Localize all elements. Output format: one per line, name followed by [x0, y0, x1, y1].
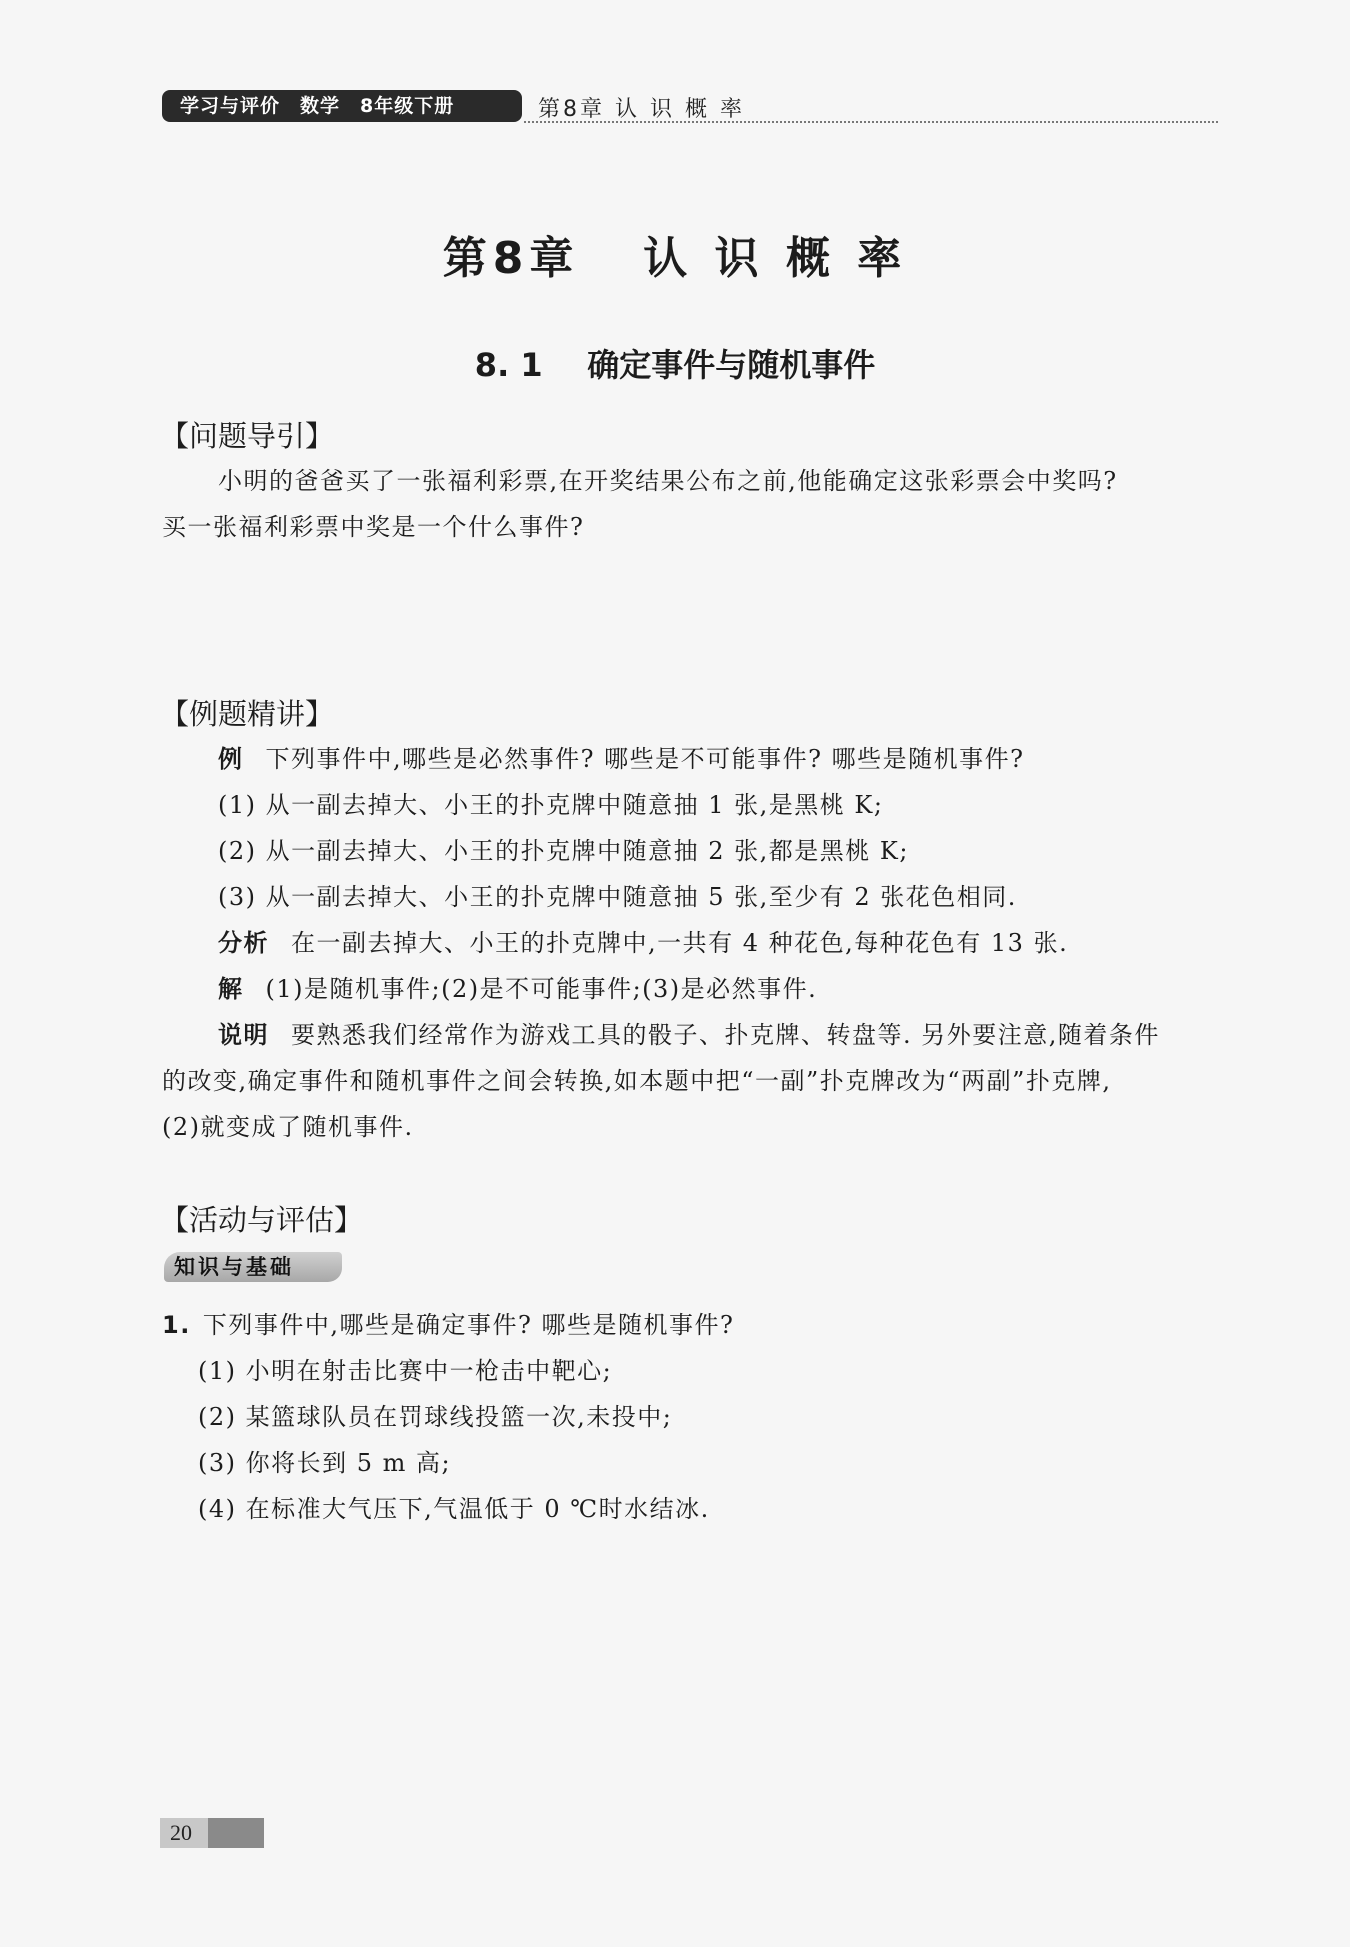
- page-number-tab: [160, 1818, 264, 1848]
- analysis-text: 在一副去掉大、小王的扑克牌中,一共有 4 种花色,每种花色有 13 张.: [291, 929, 1069, 957]
- example-item-3: (3) 从一副去掉大、小王的扑克牌中随意抽 5 张,至少有 2 张花色相同.: [218, 883, 1017, 911]
- question-1: [162, 1302, 734, 1348]
- question-item-1: (1) 小明在射击比赛中一枪击中靶心;: [198, 1357, 613, 1385]
- analysis-label: 分析: [218, 929, 269, 957]
- chapter-title: 第8章 认 识 概 率: [442, 233, 908, 284]
- note-line-1: [218, 1012, 1160, 1058]
- question-item-3: (3) 你将长到 5 m 高;: [198, 1449, 452, 1477]
- example-question: [218, 736, 1025, 782]
- activity-heading: 【活动与评估】: [160, 1203, 364, 1237]
- example-text: 下列事件中,哪些是必然事件? 哪些是不可能事件? 哪些是随机事件?: [265, 745, 1025, 773]
- intro-line-1: 小明的爸爸买了一张福利彩票,在开奖结果公布之前,他能确定这张彩票会中奖吗?: [218, 467, 1118, 495]
- intro-line-2: 买一张福利彩票中奖是一个什么事件?: [162, 513, 585, 541]
- knowledge-basics-badge: 知识与基础: [164, 1252, 342, 1282]
- solution-label: 解: [218, 975, 244, 1003]
- book-name: 学习与评价: [180, 95, 281, 117]
- note-line-3: (2)就变成了随机事件.: [162, 1113, 414, 1141]
- example-item-1: (1) 从一副去掉大、小王的扑克牌中随意抽 1 张,是黑桃 K;: [218, 791, 884, 819]
- question-text: 下列事件中,哪些是确定事件? 哪些是随机事件?: [202, 1311, 735, 1339]
- note-label: 说明: [218, 1021, 269, 1049]
- intro-heading: 【问题导引】: [160, 419, 335, 453]
- question-number: 1.: [162, 1311, 191, 1339]
- example-label: 例: [218, 745, 244, 773]
- example-item-2: (2) 从一副去掉大、小王的扑克牌中随意抽 2 张,都是黑桃 K;: [218, 837, 909, 865]
- running-chapter-title: 第8章 认 识 概 率: [538, 97, 745, 122]
- example-heading: 【例题精讲】: [160, 697, 335, 731]
- analysis-line: [218, 920, 1068, 966]
- running-header: [162, 90, 1218, 124]
- subject-name: 数学: [300, 95, 341, 117]
- note-text-1: 要熟悉我们经常作为游戏工具的骰子、扑克牌、转盘等. 另外要注意,随着条件: [291, 1021, 1160, 1049]
- page-number: 20: [170, 1820, 192, 1845]
- solution-line: [218, 966, 817, 1012]
- section-title: 8. 1 确定事件与随机事件: [474, 346, 876, 384]
- header-dotted-rule: [524, 121, 1218, 123]
- question-item-2: (2) 某篮球队员在罚球线投篮一次,未投中;: [198, 1403, 673, 1431]
- note-line-2: 的改变,确定事件和随机事件之间会转换,如本题中把“一副”扑克牌改为“两副”扑克牌,: [162, 1067, 1112, 1095]
- book-series-label: [162, 90, 522, 122]
- grade-name: 8年级下册: [360, 95, 455, 117]
- solution-text: (1)是随机事件;(2)是不可能事件;(3)是必然事件.: [265, 975, 818, 1003]
- question-item-4: (4) 在标准大气压下,气温低于 0 ℃时水结冰.: [198, 1495, 710, 1523]
